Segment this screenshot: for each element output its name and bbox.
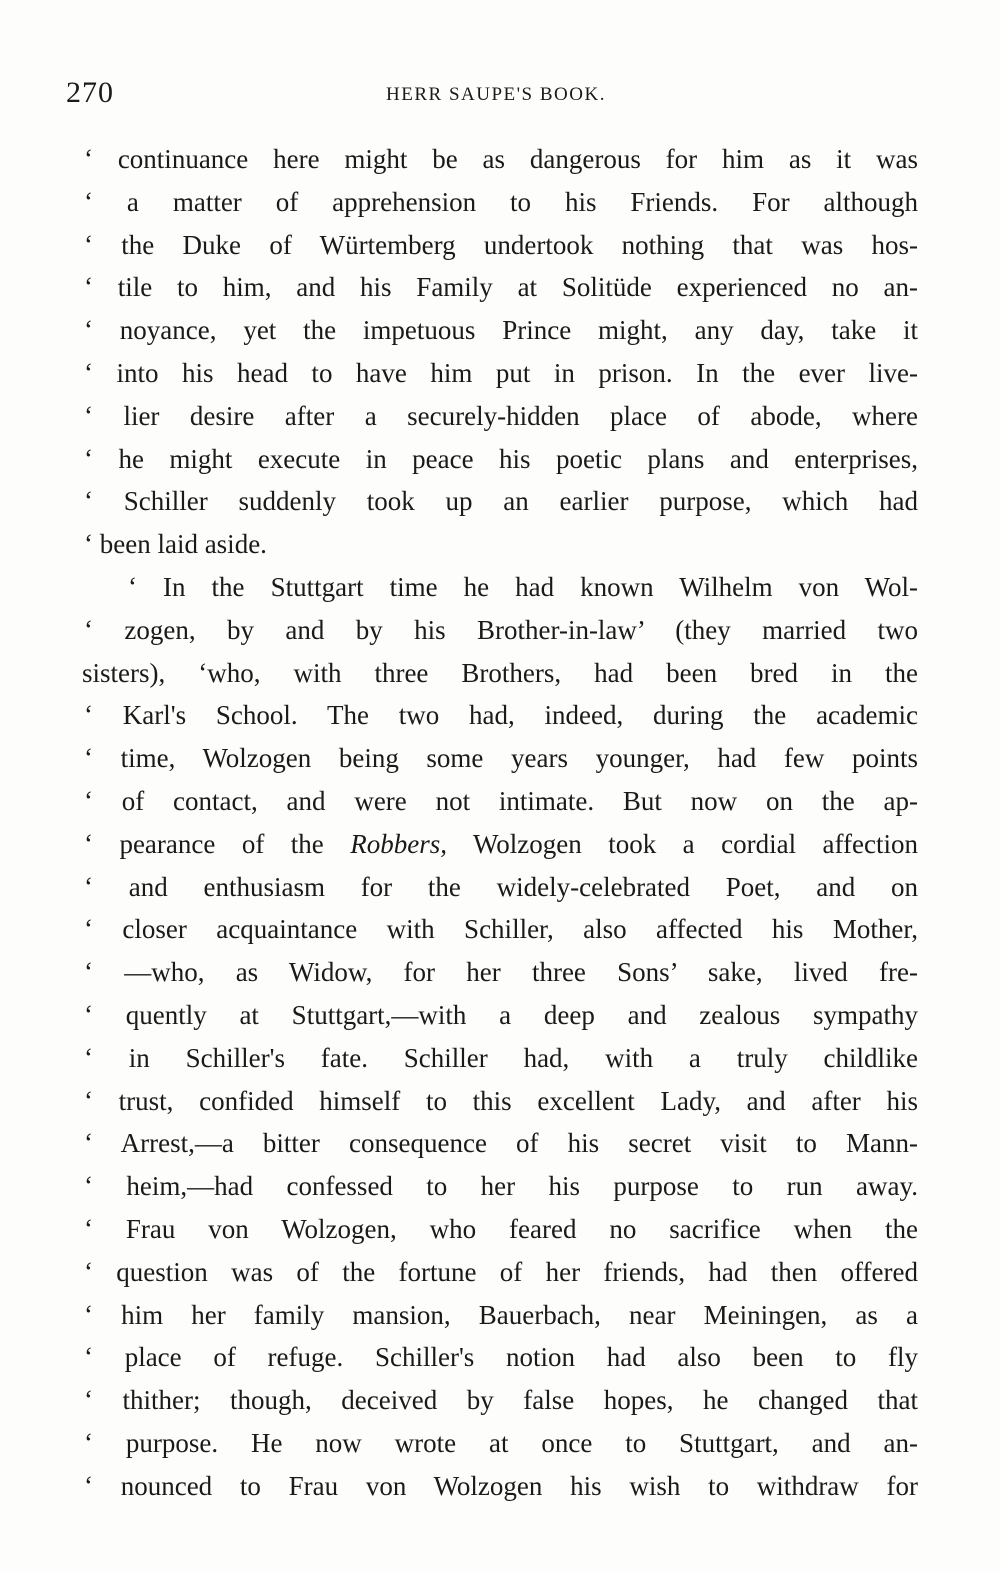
text-line: ‘ a matter of apprehension to his Friends. For although <box>84 186 918 217</box>
text-line: ‘ Schiller suddenly took up an earlier purpose, which had <box>84 486 918 517</box>
text-line: ‘ heim,—had confessed to her his purpose to run away. <box>84 1171 918 1202</box>
text-line: ‘ question was of the fortune of her friends, had then offered <box>84 1256 918 1287</box>
page-number: 270 <box>66 76 114 109</box>
text-line-with-title <box>84 823 918 866</box>
text-line: ‘ closer acquaintance with Schiller, also affected his Mother, <box>84 914 918 945</box>
text-line: ‘ zogen, by and by his Brother-in-law’ (they married two <box>84 614 918 645</box>
text-line: ‘ nounced to Frau von Wolzogen his wish to withdraw for <box>84 1470 918 1501</box>
text-line: ‘ in Schiller's fate. Schiller had, with a truly childlike <box>84 1042 918 1073</box>
text-line: ‘ place of refuge. Schiller's notion had also been to fly <box>84 1342 918 1373</box>
text-line: ‘ continuance here might be as dangerous for him as it was <box>84 144 918 174</box>
text-line: ‘ him her family mansion, Bauerbach, near Meiningen, as a <box>84 1299 918 1330</box>
running-head: HERR SAUPE'S BOOK. <box>386 84 606 105</box>
text-line: ‘ into his head to have him put in prison. In the ever live- <box>84 357 918 388</box>
body-text <box>84 138 918 1508</box>
text-line: ‘ Karl's School. The two had, indeed, during the academic <box>84 700 918 731</box>
text-line: ‘ tile to him, and his Family at Solitüde experienced no an- <box>84 272 918 303</box>
page-header <box>66 76 926 116</box>
text-line: ‘ trust, confided himself to this excellent Lady, and after his <box>84 1085 918 1116</box>
text-line: ‘ Frau von Wolzogen, who feared no sacrifice when the <box>84 1213 918 1244</box>
text-line: ‘ Arrest,—a bitter consequence of his secret visit to Mann- <box>84 1128 918 1159</box>
text-line: ‘ purpose. He now wrote at once to Stuttgart, and an- <box>84 1427 918 1458</box>
text-line: ‘ he might execute in peace his poetic plans and enterprises, <box>84 443 918 474</box>
text-line: sisters), ‘who, with three Brothers, had been bred in the <box>82 657 918 688</box>
text-line: ‘ lier desire after a securely-hidden place of abode, where <box>84 400 918 431</box>
text-line: ‘ In the Stuttgart time he had known Wilhelm von Wol- <box>128 571 918 602</box>
text-line-start: ‘ pearance of the <box>84 828 324 859</box>
text-line-end: Wolzogen took a cordial affection <box>472 828 919 859</box>
text-line: ‘ —who, as Widow, for her three Sons’ sake, lived fre- <box>84 957 918 988</box>
text-line: ‘ noyance, yet the impetuous Prince might, any day, take it <box>84 315 918 346</box>
text-line: ‘ time, Wolzogen being some years younger, had few points <box>84 743 918 774</box>
text-line: ‘ been laid aside. <box>84 529 267 560</box>
text-line: ‘ the Duke of Würtemberg undertook nothing that was hos- <box>84 229 918 260</box>
italic-title: Robbers, <box>350 828 447 859</box>
text-line: ‘ of contact, and were not intimate. But now on the ap- <box>84 785 918 816</box>
text-line: ‘ quently at Stuttgart,—with a deep and zealous sympathy <box>84 999 918 1030</box>
text-line: ‘ thither; though, deceived by false hopes, he changed that <box>84 1385 918 1416</box>
text-line: ‘ and enthusiasm for the widely-celebrated Poet, and on <box>84 871 918 902</box>
